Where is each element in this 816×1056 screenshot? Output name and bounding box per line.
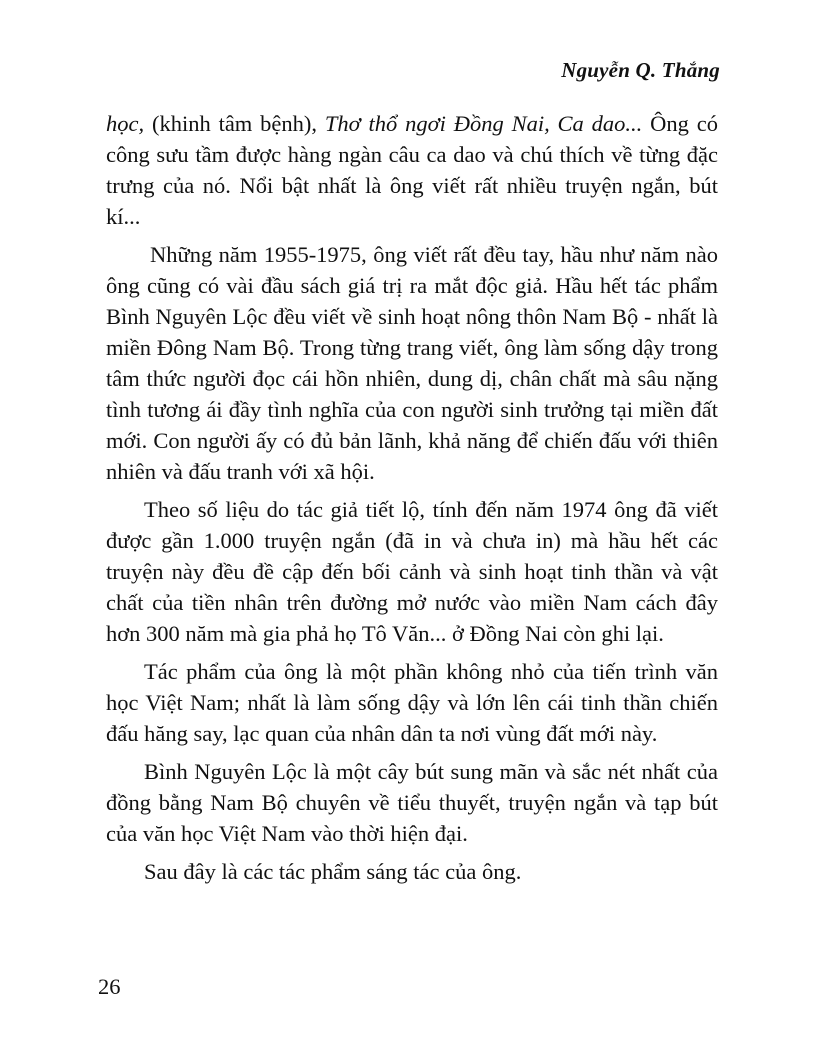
italic-title-fragment: học, [106,111,145,136]
paragraph-4: Tác phẩm của ông là một phần không nhỏ của tiến trình văn học Việt Nam; nhất là làm sống dậy và lớn lên cái tinh thần chiến đấu hăng say, lạc quan của nhân dân ta nơi vùng đất mới này. [106,659,718,746]
paragraph-6: Sau đây là các tác phẩm sáng tác của ông. [144,859,522,884]
paragraph-5: Bình Nguyên Lộc là một cây bút sung mãn và sắc nét nhất của đồng bằng Nam Bộ chuyên về tiểu thuyết, truyện ngắn và tạp bút của văn học Việt Nam vào thời hiện đại. [106,759,718,846]
paragraph-2: Những năm 1955-1975, ông viết rất đều tay, hầu như năm nào ông cũng có vài đầu sách giá trị ra mắt độc giả. Hầu hết tác phẩm Bình Nguyên Lộc đều viết về sinh hoạt nông thôn Nam Bộ - nhất là miền Đông Nam Bộ. Trong từng trang viết, ông làm sống dậy trong tâm thức người đọc cái hồn nhiên, dung dị, chân chất mà sâu nặng tình tương ái đầy tình nghĩa của con người sinh trưởng tại miền đất mới. Con người ấy có đủ bản lãnh, khả năng để chiến đấu với thiên nhiên và đấu tranh với xã hội. [106,242,718,484]
page-number: 26 [98,974,121,999]
paragraph-1-text-b: Ông có công sưu tầm được hàng ngàn câu ca dao và chú thích về từng đặc trưng của nó. Nổi bật nhất là ông viết rất nhiều truyện ngắn, bút kí... [106,111,718,229]
paragraph-1 [106,108,718,232]
paragraph-1-text-a: (khinh tâm bệnh), [144,111,325,136]
italic-work-titles: Thơ thổ ngơi Đồng Nai, Ca dao... [324,111,643,136]
paragraph-3: Theo số liệu do tác giả tiết lộ, tính đến năm 1974 ông đã viết được gần 1.000 truyện ngắn (đã in và chưa in) mà hầu hết các truyện này đều đề cập đến bối cảnh và sinh hoạt tinh thần và vật chất của tiền nhân trên đường mở nước vào miền Nam cách đây hơn 300 năm mà gia phả họ Tô Văn... ở Đồng Nai còn ghi lại. [106,497,718,646]
body-text [106,108,718,894]
running-header: Nguyễn Q. Thắng [561,58,720,82]
